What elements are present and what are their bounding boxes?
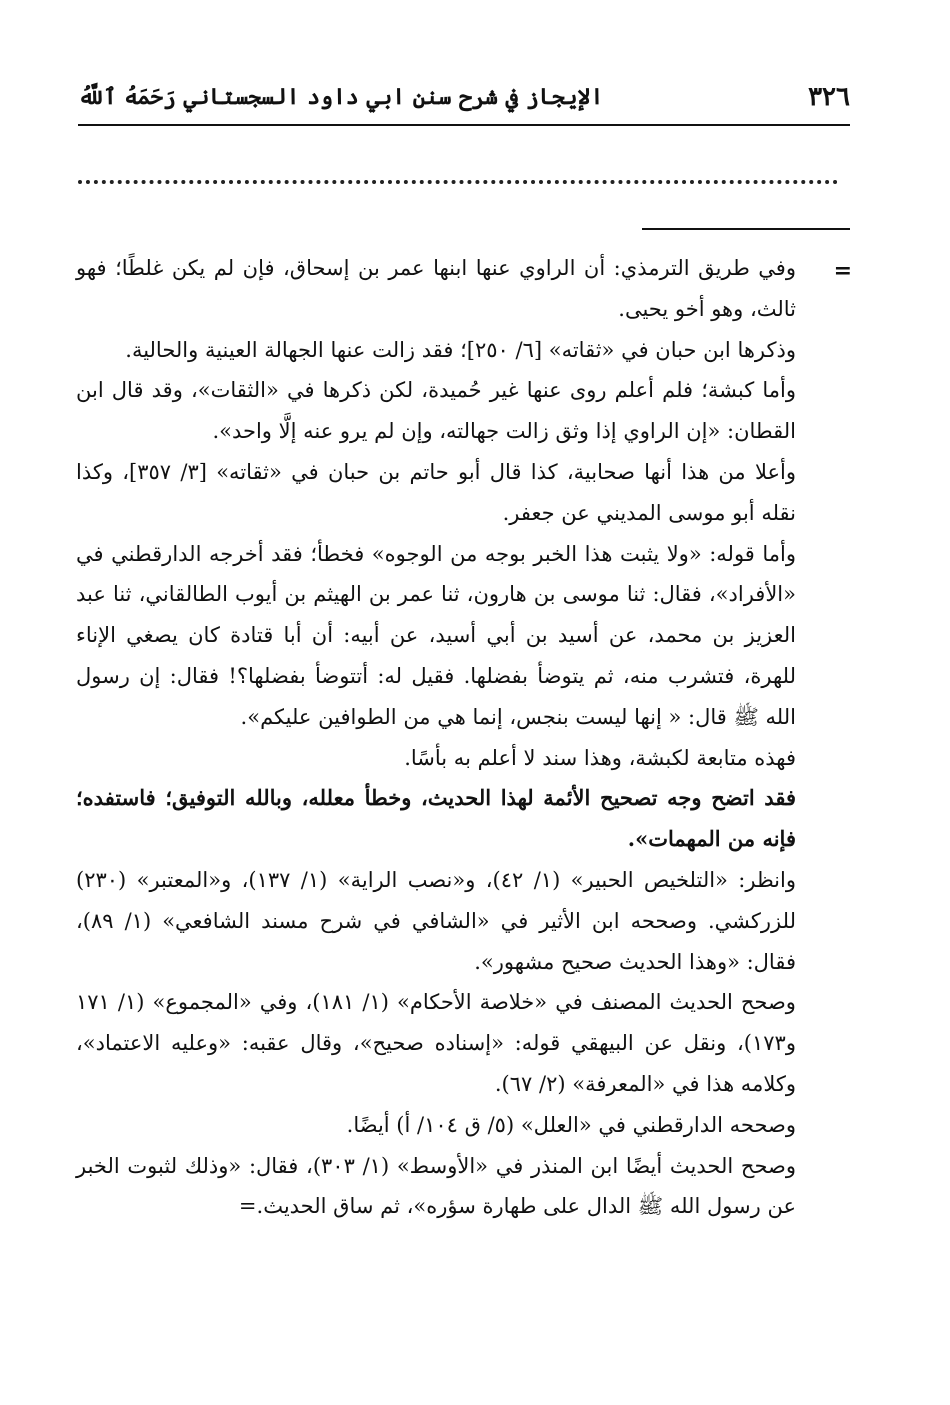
paragraph: فهذه متابعة لكبشة، وهذا سند لا أعلم به بأسًا. xyxy=(404,745,796,770)
paragraph: وفي طريق الترمذي: أن الراوي عنها ابنها عمر بن إسحاق، فإن لم يكن غلطًا؛ فهو ثالث، وهو أخو يحيى. xyxy=(76,256,796,321)
footnote-continuation-mark: = xyxy=(833,258,852,284)
paragraph: وأما كبشة؛ فلم أعلم روى عنها غير حُميدة، لكن ذكرها في «الثقات»، وقد قال ابن القطان: «إن الراوي إذا وثق زالت جهالته، وإن لم يرو عنه إلَّا واحد». xyxy=(76,378,796,444)
footnote-separator xyxy=(642,228,850,230)
running-title: الإيجاز في شرح سنن ابي داود السجستاني رَحَمَهُ ٱللَّهُ xyxy=(78,84,604,110)
paragraph: وذكرها ابن حبان في «ثقاته» [٦/ ٢٥٠]؛ فقد زالت عنها الجهالة العينية والحالية. xyxy=(125,337,796,362)
page-number: ٣٢٦ xyxy=(808,82,850,112)
paragraph: وانظر: «التلخيص الحبير» (١/ ٤٢)، و«نصب الراية» (١/ ١٣٧)، و«المعتبر» (٢٣٠) للزركشي. وصححه ابن الأثير في «الشافي في شرح مسند الشافعي» (١/ ٨٩)، فقال: «وهذا الحديث صحيح مشهور». xyxy=(76,867,796,974)
dotted-separator xyxy=(78,180,838,184)
paragraph-bold: فقد اتضح وجه تصحيح الأئمة لهذا الحديث، وخطأ معلله، وبالله التوفيق؛ فاستفده؛ فإنه من المهمات». xyxy=(76,785,796,852)
paragraph: وصحح الحديث المصنف في «خلاصة الأحكام» (١/ ١٨١)، وفي «المجموع» (١/ ١٧١ و١٧٣)، ونقل عن البيهقي قوله: «إسناده صحيح»، وقال عقبه: «وعليه الاعتماد»، وكلامه هذا في «المعرفة» (٢/ ٦٧). xyxy=(76,990,796,1096)
paragraph: وصححه الدارقطني في «العلل» (٥/ ق ١٠٤/ أ) أيضًا. xyxy=(346,1112,796,1137)
paragraph: وصحح الحديث أيضًا ابن المنذر في «الأوسط» (١/ ٣٠٣)، فقال: «وذلك لثبوت الخبر عن رسول الله ﷺ الدال على طهارة سؤره»، ثم ساق الحديث.= xyxy=(76,1153,796,1219)
paragraph: وأعلا من هذا أنها صحابية، كذا قال أبو حاتم بن حبان في «ثقاته» [٣/ ٣٥٧]، وكذا نقله أبو موسى المديني عن جعفر. xyxy=(76,459,796,525)
paragraph: وأما قوله: «ولا يثبت هذا الخبر بوجه من الوجوه» فخطأ؛ فقد أخرجه الدارقطني في «الأفراد»، فقال: ثنا موسى بن هارون، ثنا عمر بن الهيثم بن أيوب الطالقاني، ثنا عبد العزيز بن محمد، عن أسيد بن أبي أسيد، عن أبيه: أن أبا قتادة كان يصغي الإناء للهرة، فتشرب منه، ثم يتوضأ بفضلها. فقيل له: أتتوضأ بفضلها؟! فقال: إن رسول الله ﷺ قال: « إنها ليست بنجس، إنما هي من الطوافين عليكم». xyxy=(76,541,796,729)
footnote-body xyxy=(76,248,796,1227)
page-header xyxy=(78,78,850,126)
